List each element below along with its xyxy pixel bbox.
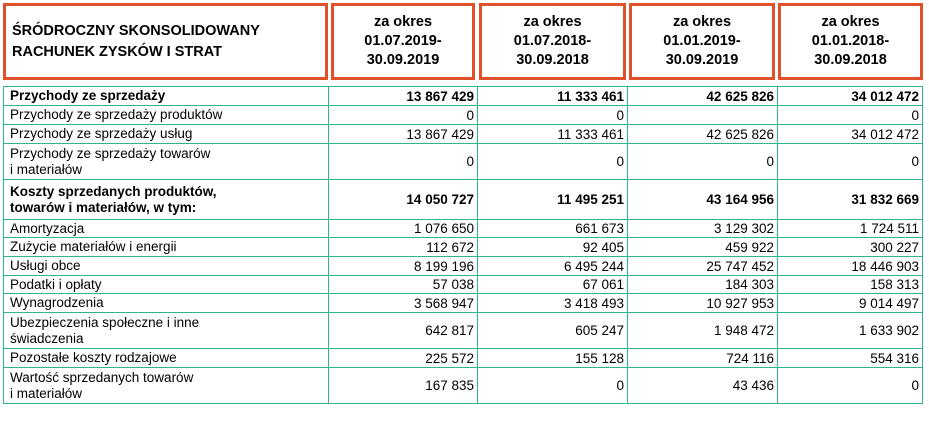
table-body (3, 86, 923, 404)
value-cell: 0 (477, 368, 627, 403)
value-cell: 1 724 511 (777, 220, 923, 237)
value-cell: 0 (328, 144, 477, 179)
value-cell: 661 673 (477, 220, 627, 237)
value-cell: 18 446 903 (777, 257, 923, 275)
row-label-text: Ubezpieczenia społeczne i inne świadczenia (10, 314, 200, 346)
value-cell: 11 333 461 (477, 125, 627, 143)
value-cell: 31 832 669 (777, 180, 923, 219)
row-label (3, 180, 328, 219)
row-label-text: Usługi obce (10, 258, 81, 273)
value-cell: 155 128 (477, 349, 627, 367)
table-row (3, 144, 923, 180)
value-cell: 0 (627, 144, 777, 179)
table-row (3, 257, 923, 276)
value-cell: 8 199 196 (328, 257, 477, 275)
value-cell: 34 012 472 (777, 125, 923, 143)
table-row (3, 276, 923, 294)
column-header-text: za okres 01.07.2019- 30.09.2019 (364, 14, 442, 68)
value-cell: 6 495 244 (477, 257, 627, 275)
value-cell: 57 038 (328, 276, 477, 293)
value-cell: 11 333 461 (477, 87, 627, 105)
value-cell: 158 313 (777, 276, 923, 293)
statement-title-text: ŚRÓDROCZNY SKONSOLIDOWANY RACHUNEK ZYSKÓW I STRAT (12, 22, 260, 60)
value-cell: 3 418 493 (477, 294, 627, 312)
row-label (3, 368, 328, 403)
value-cell: 92 405 (477, 238, 627, 256)
statement-title (3, 3, 328, 80)
row-label (3, 294, 328, 312)
value-cell: 9 014 497 (777, 294, 923, 312)
table-row (3, 313, 923, 349)
value-cell: 225 572 (328, 349, 477, 367)
value-cell: 184 303 (627, 276, 777, 293)
column-header-text: za okres 01.01.2018- 30.09.2018 (811, 14, 890, 68)
value-cell: 25 747 452 (627, 257, 777, 275)
value-cell: 34 012 472 (777, 87, 923, 105)
value-cell: 167 835 (328, 368, 477, 403)
value-cell: 642 817 (328, 313, 477, 348)
row-label-text: Pozostałe koszty rodzajowe (10, 350, 177, 365)
row-label-text: Amortyzacja (10, 220, 85, 236)
table-row (3, 87, 923, 106)
income-statement-table (3, 3, 923, 404)
value-cell: 3 129 302 (627, 220, 777, 237)
table-row (3, 349, 923, 368)
table-row (3, 180, 923, 220)
row-label-text: Wartość sprzedanych towarów i materiałów (10, 369, 194, 401)
row-label-text: Przychody ze sprzedaży usług (10, 126, 193, 141)
table-row (3, 368, 923, 404)
row-label (3, 238, 328, 256)
value-cell: 0 (328, 106, 477, 124)
column-header-9m-2019 (629, 3, 775, 80)
row-label (3, 220, 328, 237)
value-cell: 554 316 (777, 349, 923, 367)
value-cell: 0 (777, 368, 923, 403)
value-cell: 42 625 826 (627, 87, 777, 105)
table-row (3, 106, 923, 125)
row-label (3, 87, 328, 105)
row-label-text: Koszty sprzedanych produktów, towarów i materiałów, w tym: (10, 183, 217, 215)
row-label (3, 349, 328, 367)
value-cell: 300 227 (777, 238, 923, 256)
value-cell: 605 247 (477, 313, 627, 348)
row-label-text: Podatki i opłaty (10, 276, 102, 292)
row-label-text: Zużycie materiałów i energii (10, 239, 177, 254)
value-cell: 3 568 947 (328, 294, 477, 312)
value-cell: 10 927 953 (627, 294, 777, 312)
value-cell: 1 633 902 (777, 313, 923, 348)
row-label (3, 276, 328, 293)
value-cell: 112 672 (328, 238, 477, 256)
column-header-text: za okres 01.07.2018- 30.09.2018 (513, 14, 592, 68)
value-cell: 0 (777, 106, 923, 124)
row-label-text: Przychody ze sprzedaży (10, 88, 166, 103)
value-cell: 1 076 650 (328, 220, 477, 237)
value-cell: 0 (477, 144, 627, 179)
column-header-9m-2018 (778, 3, 923, 80)
value-cell: 11 495 251 (477, 180, 627, 219)
value-cell: 1 948 472 (627, 313, 777, 348)
value-cell: 13 867 429 (328, 87, 477, 105)
value-cell: 43 164 956 (627, 180, 777, 219)
column-header-q3-2019 (331, 3, 475, 80)
value-cell: 67 061 (477, 276, 627, 293)
row-label-text: Wynagrodzenia (10, 295, 104, 310)
table-header (3, 3, 923, 86)
value-cell: 459 922 (627, 238, 777, 256)
table-row (3, 220, 923, 238)
value-cell: 14 050 727 (328, 180, 477, 219)
column-header-text: za okres 01.01.2019- 30.09.2019 (663, 14, 741, 68)
table-row (3, 238, 923, 257)
row-label-text: Przychody ze sprzedaży towarów i materiałów (10, 145, 211, 177)
value-cell: 13 867 429 (328, 125, 477, 143)
row-label (3, 106, 328, 124)
row-label (3, 125, 328, 143)
column-header-q3-2018 (479, 3, 626, 80)
value-cell: 42 625 826 (627, 125, 777, 143)
value-cell (627, 106, 777, 124)
row-label-text: Przychody ze sprzedaży produktów (10, 107, 223, 122)
row-label (3, 313, 328, 348)
value-cell: 43 436 (627, 368, 777, 403)
table-row (3, 294, 923, 313)
table-row (3, 125, 923, 144)
row-label (3, 144, 328, 179)
row-label (3, 257, 328, 275)
value-cell: 0 (777, 144, 923, 179)
value-cell: 724 116 (627, 349, 777, 367)
value-cell: 0 (477, 106, 627, 124)
